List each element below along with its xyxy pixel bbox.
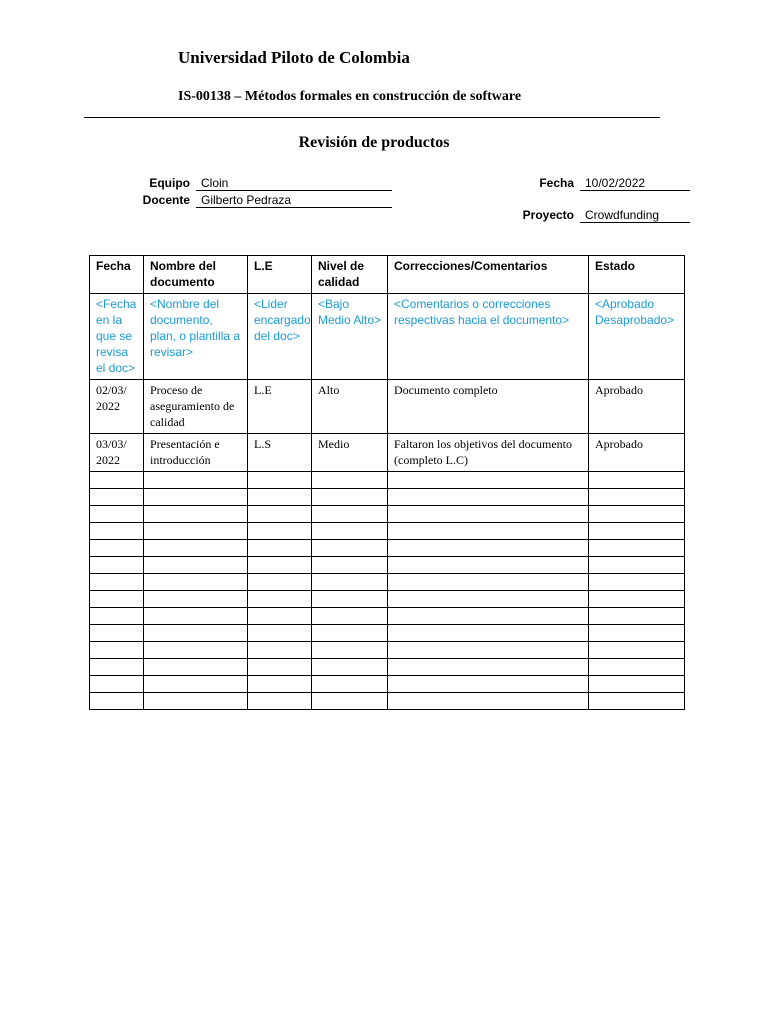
empty-cell[interactable] — [90, 506, 144, 523]
empty-cell[interactable] — [312, 642, 388, 659]
empty-cell[interactable] — [312, 574, 388, 591]
docente-field[interactable]: Gilberto Pedraza — [196, 193, 392, 208]
empty-cell[interactable] — [388, 676, 589, 693]
empty-cell[interactable] — [589, 608, 685, 625]
empty-cell[interactable] — [388, 659, 589, 676]
empty-cell[interactable] — [589, 659, 685, 676]
empty-cell[interactable] — [90, 591, 144, 608]
empty-cell[interactable] — [589, 472, 685, 489]
template-le: <Lider encargado del doc> — [248, 294, 312, 380]
table-header-row — [90, 256, 685, 294]
empty-cell[interactable] — [90, 659, 144, 676]
empty-cell[interactable] — [248, 472, 312, 489]
empty-cell[interactable] — [90, 574, 144, 591]
empty-cell[interactable] — [589, 676, 685, 693]
empty-row — [90, 608, 685, 625]
empty-cell[interactable] — [248, 489, 312, 506]
university-title: Universidad Piloto de Colombia — [178, 48, 410, 67]
empty-cell[interactable] — [312, 625, 388, 642]
empty-cell[interactable] — [388, 591, 589, 608]
template-fecha: <Fecha en la que se revisa el doc> — [90, 294, 144, 380]
empty-cell[interactable] — [144, 591, 248, 608]
template-estado: <Aprobado Desaprobado> — [589, 294, 685, 380]
row-comentarios: Documento completo — [388, 380, 589, 434]
template-row — [90, 294, 685, 380]
empty-cell[interactable] — [312, 506, 388, 523]
empty-cell[interactable] — [144, 574, 248, 591]
empty-cell[interactable] — [90, 557, 144, 574]
header-correcciones: Correcciones/Comentarios — [388, 256, 589, 294]
proyecto-field[interactable]: Crowdfunding — [580, 208, 690, 223]
empty-cell[interactable] — [90, 489, 144, 506]
empty-cell[interactable] — [248, 506, 312, 523]
empty-cell[interactable] — [312, 557, 388, 574]
empty-cell[interactable] — [312, 540, 388, 557]
table-row — [90, 380, 685, 434]
row-comentarios: Faltaron los objetivos del documento (completo L.C) — [388, 434, 589, 472]
empty-cell[interactable] — [144, 506, 248, 523]
row-fecha: 02/03/ 2022 — [90, 380, 144, 434]
empty-cell[interactable] — [589, 625, 685, 642]
header-le: L.E — [248, 256, 312, 294]
empty-cell[interactable] — [589, 574, 685, 591]
empty-row — [90, 472, 685, 489]
course-title: IS-00138 – Métodos formales en construcción de software — [178, 89, 522, 104]
empty-cell[interactable] — [388, 557, 589, 574]
table-row — [90, 434, 685, 472]
empty-cell[interactable] — [248, 659, 312, 676]
empty-cell[interactable] — [388, 642, 589, 659]
empty-cell[interactable] — [589, 540, 685, 557]
empty-cell[interactable] — [312, 523, 388, 540]
empty-cell[interactable] — [312, 608, 388, 625]
empty-cell[interactable] — [312, 591, 388, 608]
header-nombre-documento: Nombre del documento — [144, 256, 248, 294]
empty-cell[interactable] — [589, 557, 685, 574]
empty-row — [90, 506, 685, 523]
empty-cell[interactable] — [90, 523, 144, 540]
empty-cell[interactable] — [90, 642, 144, 659]
header-fecha: Fecha — [90, 256, 144, 294]
empty-row — [90, 489, 685, 506]
row-estado: Aprobado — [589, 434, 685, 472]
fecha-field[interactable]: 10/02/2022 — [580, 176, 690, 191]
empty-cell[interactable] — [312, 489, 388, 506]
empty-cell[interactable] — [90, 472, 144, 489]
docente-label: Docente — [142, 193, 190, 207]
empty-row — [90, 642, 685, 659]
empty-cell[interactable] — [248, 540, 312, 557]
document-title: Revisión de productos — [298, 134, 450, 151]
empty-cell[interactable] — [248, 591, 312, 608]
empty-cell[interactable] — [312, 693, 388, 710]
empty-cell[interactable] — [388, 540, 589, 557]
empty-row — [90, 693, 685, 710]
empty-cell[interactable] — [144, 693, 248, 710]
empty-cell[interactable] — [388, 506, 589, 523]
empty-cell[interactable] — [312, 676, 388, 693]
empty-cell[interactable] — [388, 693, 589, 710]
empty-cell[interactable] — [248, 523, 312, 540]
empty-row — [90, 540, 685, 557]
empty-cell[interactable] — [144, 625, 248, 642]
proyecto-label: Proyecto — [522, 208, 574, 222]
empty-cell[interactable] — [388, 574, 589, 591]
empty-cell[interactable] — [144, 608, 248, 625]
empty-row — [90, 659, 685, 676]
empty-cell[interactable] — [90, 608, 144, 625]
empty-cell[interactable] — [248, 625, 312, 642]
empty-row — [90, 591, 685, 608]
empty-cell[interactable] — [589, 591, 685, 608]
empty-cell[interactable] — [248, 608, 312, 625]
empty-cell[interactable] — [388, 608, 589, 625]
row-estado: Aprobado — [589, 380, 685, 434]
empty-cell[interactable] — [144, 523, 248, 540]
empty-cell[interactable] — [248, 676, 312, 693]
template-nivel: <Bajo Medio Alto> — [312, 294, 388, 380]
empty-cell[interactable] — [589, 506, 685, 523]
row-le: L.E — [248, 380, 312, 434]
header-divider — [84, 117, 660, 118]
fecha-label: Fecha — [539, 176, 574, 190]
empty-row — [90, 557, 685, 574]
empty-cell[interactable] — [248, 574, 312, 591]
empty-row — [90, 574, 685, 591]
empty-cell[interactable] — [144, 676, 248, 693]
empty-cell[interactable] — [144, 472, 248, 489]
empty-row — [90, 676, 685, 693]
empty-cell[interactable] — [144, 642, 248, 659]
empty-cell[interactable] — [90, 693, 144, 710]
review-table — [89, 255, 685, 710]
template-comentarios: <Comentarios o correcciones respectivas hacia el documento> — [388, 294, 589, 380]
empty-cell[interactable] — [90, 625, 144, 642]
empty-cell[interactable] — [388, 489, 589, 506]
equipo-label: Equipo — [149, 176, 190, 190]
row-nombre: Presentación e introducción — [144, 434, 248, 472]
header-estado: Estado — [589, 256, 685, 294]
empty-cell[interactable] — [144, 557, 248, 574]
empty-cell[interactable] — [248, 693, 312, 710]
row-fecha: 03/03/ 2022 — [90, 434, 144, 472]
empty-row — [90, 523, 685, 540]
row-nivel: Alto — [312, 380, 388, 434]
template-nombre: <Nombre del documento, plan, o plantilla a revisar> — [144, 294, 248, 380]
empty-cell[interactable] — [90, 540, 144, 557]
empty-cell[interactable] — [144, 659, 248, 676]
empty-cell[interactable] — [388, 472, 589, 489]
empty-cell[interactable] — [144, 540, 248, 557]
header-nivel-calidad: Nivel de calidad — [312, 256, 388, 294]
row-le: L.S — [248, 434, 312, 472]
empty-cell[interactable] — [90, 676, 144, 693]
empty-cell[interactable] — [312, 472, 388, 489]
empty-cell[interactable] — [248, 642, 312, 659]
row-nombre: Proceso de aseguramiento de calidad — [144, 380, 248, 434]
empty-row — [90, 625, 685, 642]
empty-cell[interactable] — [312, 659, 388, 676]
equipo-field[interactable]: Cloin — [196, 176, 392, 191]
empty-cell[interactable] — [589, 489, 685, 506]
empty-cell[interactable] — [589, 642, 685, 659]
empty-cell[interactable] — [388, 523, 589, 540]
row-nivel: Medio — [312, 434, 388, 472]
empty-cell[interactable] — [248, 557, 312, 574]
empty-cell[interactable] — [144, 489, 248, 506]
empty-cell[interactable] — [589, 693, 685, 710]
empty-cell[interactable] — [388, 625, 589, 642]
empty-cell[interactable] — [589, 523, 685, 540]
